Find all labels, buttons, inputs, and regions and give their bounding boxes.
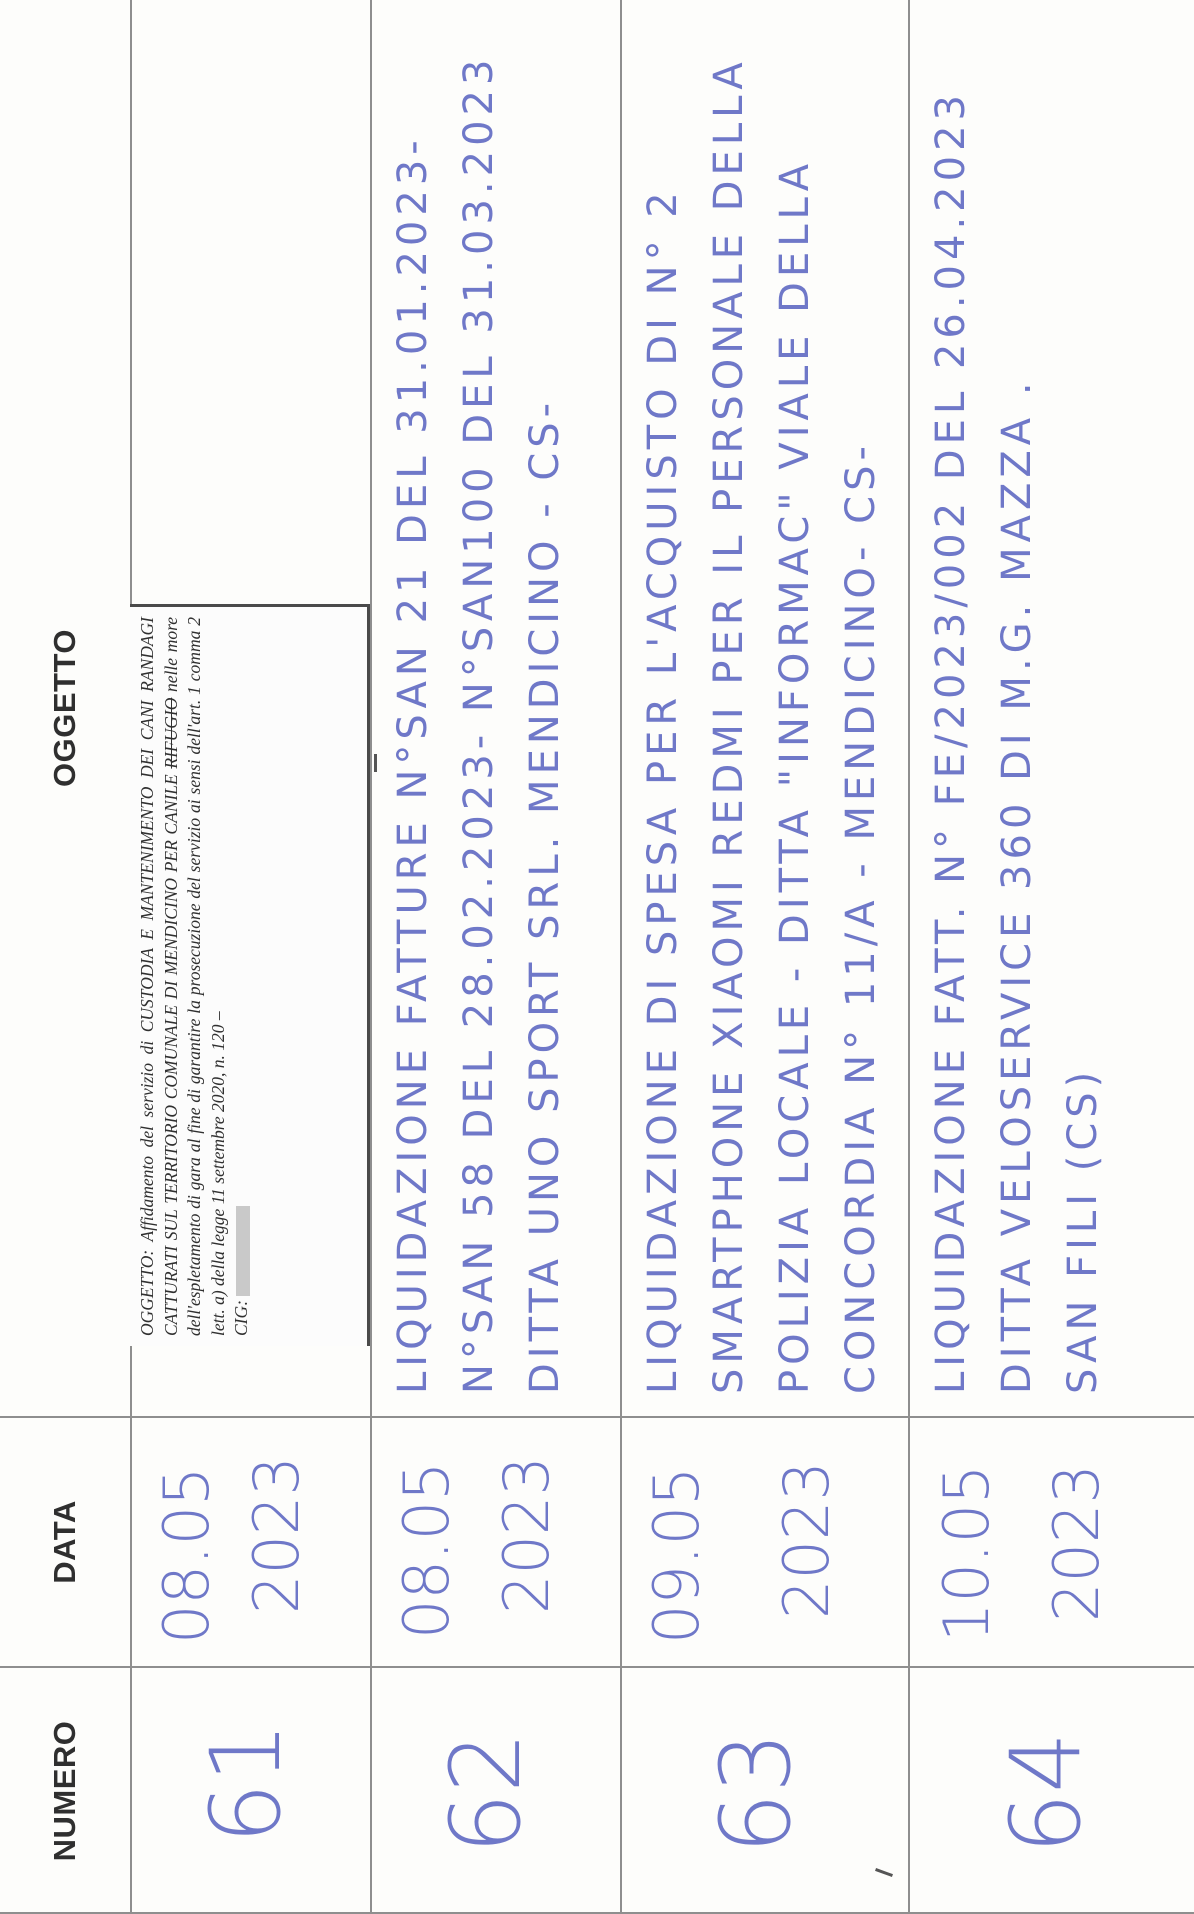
row-4-data-year: 2023 — [1040, 1464, 1113, 1622]
row-1-data-year: 2023 — [240, 1456, 313, 1614]
stamp-text-1: OGGETTO: Affidamento del servizio di CUSTODIA E MANTENIMENTO DEI CANI RANDAGI CATTURATI SUL TERRITORIO COMUNALE DI MENDICINO PER CANILE — [137, 617, 181, 1336]
cig-redaction — [236, 1206, 250, 1296]
row-2-data-year: 2023 — [490, 1456, 563, 1614]
column-divider-numero — [0, 1666, 1194, 1668]
stray-ink-mark — [374, 754, 377, 772]
stamp-struck-word: RIFUGIO — [160, 697, 181, 769]
row-2-oggetto-line-3: DITTA UNO SPORT SRL. MENDICINO - CS- — [522, 397, 568, 1394]
row-3-numero: 63 — [700, 1731, 812, 1854]
row-2-numero: 62 — [430, 1731, 542, 1854]
row-2-oggetto-line-1: LIQUIDAZIONE FATTURE N°SAN 21 DEL 31.01.2023- — [390, 135, 436, 1394]
header-data: DATA — [47, 1500, 82, 1584]
row-3-data-year: 2023 — [770, 1461, 843, 1619]
header-numero: NUMERO — [47, 1720, 82, 1862]
row-4-data-day: 10.05 — [930, 1464, 1003, 1642]
row-divider-3 — [908, 0, 910, 1914]
row-4-oggetto-line-1: LIQUIDAZIONE FATT. N° FE/2023/002 DEL 26.04.2023 — [928, 90, 974, 1394]
row-divider-2 — [620, 0, 622, 1914]
row-3-oggetto — [630, 14, 894, 1394]
row-4-oggetto-line-3: SAN FILI (CS) — [1060, 1066, 1106, 1394]
row-2-data-day: 08.05 — [390, 1461, 463, 1639]
row-1-data-day: 08.05 — [150, 1466, 223, 1644]
row-4-oggetto — [918, 14, 1116, 1394]
row-3-oggetto-line-4: CONCORDIA N° 11/A - MENDICINO- CS- — [838, 441, 884, 1394]
row-3-oggetto-line-3: POLIZIA LOCALE - DITTA "INFORMAC" VIALE DELLA — [772, 158, 818, 1394]
stamp-cig-label: CIG: — [231, 1300, 251, 1336]
row-3-oggetto-line-1: LIQUIDAZIONE DI SPESA PER L'ACQUISTO DI N° 2 — [640, 187, 686, 1394]
header-oggetto: OGGETTO — [47, 629, 82, 787]
row-1-numero: 61 — [190, 1721, 302, 1844]
row-4-oggetto-line-2: DITTA VELOSERVICE 360 DI M.G. MAZZA . — [994, 377, 1040, 1394]
stray-tick-mark — [875, 1868, 893, 1877]
stamp-text-2: nelle more dell'espletamento di gara al fine di garantire la prosecuzione del servizio ai sensi dell'art. 1 comma 2 lett. a) della legge 11 settembre 2020, n. 120 – — [160, 616, 228, 1336]
row-3-oggetto-line-2: SMARTPHONE XIAOMI REDMI PER IL PERSONALE DELLA — [706, 57, 752, 1394]
row-3-data-day: 09.05 — [640, 1466, 713, 1644]
row-1-oggetto-stamp — [130, 604, 370, 1346]
column-divider-data — [0, 1416, 1194, 1418]
row-2-oggetto — [380, 14, 578, 1394]
row-divider-1 — [370, 0, 372, 1914]
row-4-numero: 64 — [990, 1731, 1102, 1854]
row-2-oggetto-line-2: N°SAN 58 DEL 28.02.2023- N°SAN100 DEL 31.03.2023 — [456, 54, 502, 1394]
